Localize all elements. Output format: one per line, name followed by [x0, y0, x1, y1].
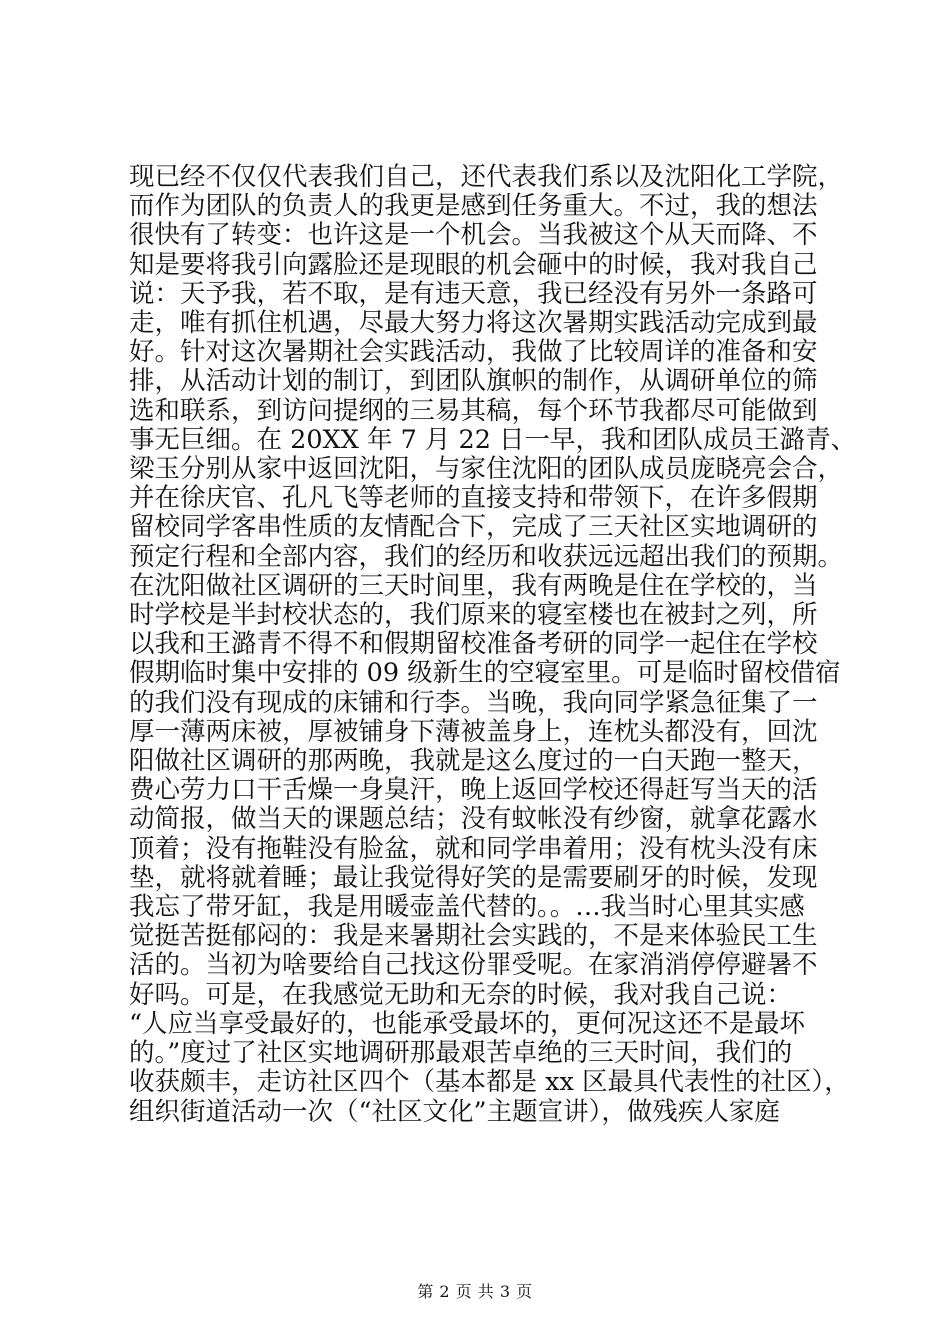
text-line: 以我和王潞青不得不和假期留校准备考研的同学一起住在学校 [129, 629, 818, 660]
page-footer [0, 1282, 950, 1302]
page-number-label: 第 2 页 共 3 页 [417, 1282, 533, 1301]
text-line: 在沈阳做社区调研的三天时间里，我有两晚是住在学校的，当 [129, 570, 818, 601]
text-line: 知是要将我引向露脸还是现眼的机会砸中的时候，我对我自己 [129, 249, 818, 280]
body-text [129, 163, 859, 1127]
text-line: 动简报，做当天的课题总结；没有蚊帐没有纱窗，就拿花露水 [129, 804, 818, 835]
text-line: 走，唯有抓住机遇，尽最大努力将这次暑期实践活动完成到最 [129, 308, 818, 339]
text-line: 收获颇丰，走访社区四个（基本都是 xx 区最具代表性的社区）， [129, 1067, 850, 1098]
text-line: 说：天予我，若不取，是有违天意，我已经没有另外一条路可 [129, 278, 818, 309]
text-line: 觉挺苦挺郁闷的：我是来暑期社会实践的，不是来体验民工生 [129, 921, 818, 952]
text-line: 顶着；没有拖鞋没有脸盆，就和同学串着用；没有枕头没有床 [129, 833, 818, 864]
text-line: 现已经不仅仅代表我们自己，还代表我们系以及沈阳化工学院， [129, 162, 844, 192]
text-line: 费心劳力口干舌燥一身臭汗，晚上返回学校还得赶写当天的活 [129, 775, 818, 806]
text-line: 好。针对这次暑期社会实践活动，我做了比较周详的准备和安 [129, 337, 818, 368]
text-line: 假期临时集中安排的 09 级新生的空寝室里。可是临时留校借宿 [129, 658, 841, 689]
text-line: 我忘了带牙缸，我是用暖壶盖代替的。。…我当时心里其实感 [129, 892, 805, 923]
text-line: 梁玉分别从家中返回沈阳，与家住沈阳的团队成员庞晓亮会合， [129, 454, 844, 485]
text-line: 阳做社区调研的那两晚，我就是这么度过的一白天跑一整天， [129, 746, 818, 777]
text-line: “人应当享受最好的，也能承受最坏的，更何况这还不是最坏 [129, 1008, 806, 1039]
text-line: 事无巨细。在 20XX 年 7 月 22 日一早，我和团队成员王潞青、 [129, 424, 857, 455]
text-line: 而作为团队的负责人的我更是感到任务重大。不过，我的想法 [129, 191, 818, 222]
text-line: 厚一薄两床被，厚被铺身下薄被盖身上，连枕头都没有，回沈 [129, 716, 818, 747]
text-line: 的。”度过了社区实地调研那最艰苦卓绝的三天时间，我们的 [129, 1038, 793, 1069]
text-line: 很快有了转变：也许这是一个机会。当我被这个从天而降、不 [129, 220, 818, 251]
text-line: 好吗。可是，在我感觉无助和无奈的时候，我对我自己说： [129, 979, 793, 1010]
text-line: 留校同学客串性质的友情配合下，完成了三天社区实地调研的 [129, 512, 818, 543]
text-line: 预定行程和全部内容，我们的经历和收获远远超出我们的预期。 [129, 541, 844, 572]
text-line: 排，从活动计划的制订，到团队旗帜的制作，从调研单位的筛 [129, 366, 818, 397]
text-line: 选和联系，到访问提纲的三易其稿，每个环节我都尽可能做到 [129, 395, 818, 426]
text-line: 活的。当初为啥要给自己找这份罪受呢。在家消消停停避暑不 [129, 950, 818, 981]
text-line: 时学校是半封校状态的，我们原来的寝室楼也在被封之列，所 [129, 600, 818, 631]
text-line: 组织街道活动一次（“社区文化”主题宣讲），做残疾人家庭 [129, 1096, 780, 1127]
text-line: 并在徐庆官、孔凡飞等老师的直接支持和带领下，在许多假期 [129, 483, 818, 514]
text-line: 的我们没有现成的床铺和行李。当晚，我向同学紧急征集了一 [129, 687, 818, 718]
text-line: 垫，就将就着睡；最让我觉得好笑的是需要刷牙的时候，发现 [129, 862, 818, 893]
